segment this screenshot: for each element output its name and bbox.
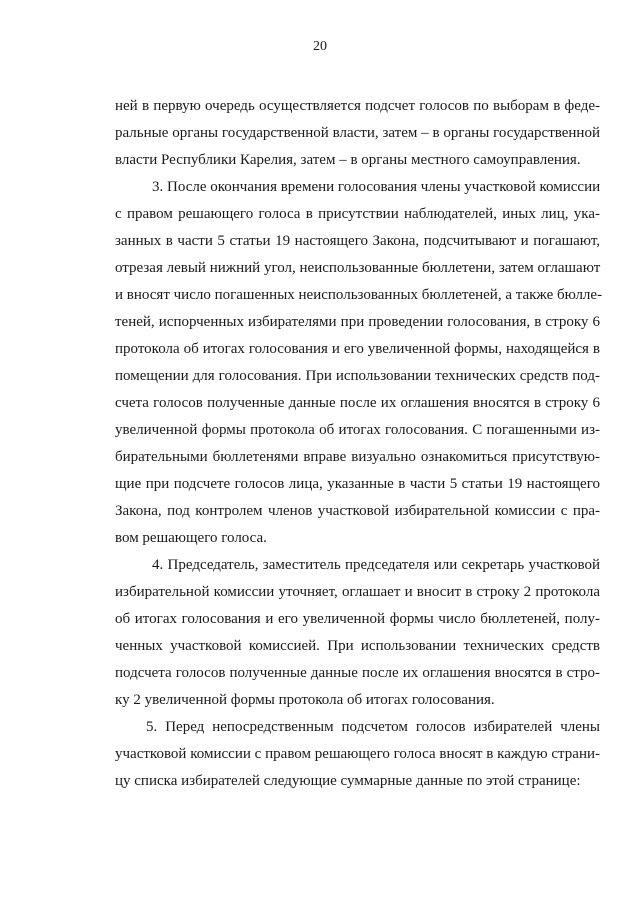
text-line: с правом решающего голоса в присутствии наблюдателей, иных лиц, ука- — [115, 206, 600, 222]
text-line: и вносят число погашенных неиспользованных бюллетеней, а также бюлле- — [115, 287, 603, 303]
paragraph-3-first-line: 3. После окончания времени голосования члены участковой комиссии — [152, 179, 601, 195]
text-line: власти Республики Карелия, затем – в органы местного самоуправления. — [115, 152, 581, 168]
text-line: участковой комиссии с правом решающего голоса вносят в каждую страни- — [115, 746, 600, 762]
text-line: об итогах голосования и его увеличенной формы число бюллетеней, полу- — [115, 611, 600, 627]
text-line: цу списка избирателей следующие суммарные данные по этой странице: — [115, 773, 581, 789]
text-line: ку 2 увеличенной формы протокола об итогах голосования. — [115, 692, 495, 708]
text-line: щие при подсчете голосов лица, указанные в части 5 статьи 19 настоящего — [115, 476, 600, 492]
text-line: теней, испорченных избирателями при проведении голосования, в строку 6 — [115, 314, 600, 330]
text-line: занных в части 5 статьи 19 настоящего Закона, подсчитывают и погашают, — [115, 233, 600, 249]
text-line: подсчета голосов полученные данные после их оглашения вносятся в стро- — [115, 665, 600, 681]
text-line: бирательными бюллетенями вправе визуально ознакомиться присутствую- — [115, 449, 600, 465]
text-line: избирательной комиссии уточняет, оглашает и вносит в строку 2 протокола — [115, 584, 600, 600]
text-line: помещении для голосования. При использовании технических средств под- — [115, 368, 600, 384]
text-line: увеличенной формы протокола об итогах голосования. С погашенными из- — [115, 422, 600, 438]
text-line: Закона, под контролем членов участковой избирательной комиссии с пра- — [115, 503, 600, 519]
page-number: 20 — [313, 39, 327, 54]
text-line: ченных участковой комиссией. При использовании технических средств — [115, 638, 600, 654]
text-line: протокола об итогах голосования и его увеличенной формы, находящейся в — [115, 341, 600, 357]
paragraph-4-first-line: 4. Председатель, заместитель председателя или секретарь участковой — [152, 557, 600, 573]
text-line: ней в первую очередь осуществляется подсчет голосов по выборам в феде- — [115, 98, 600, 114]
text-line: счета голосов полученные данные после их оглашения вносятся в строку 6 — [115, 395, 600, 411]
text-line: ральные органы государственной власти, затем – в органы государственной — [115, 125, 600, 141]
text-line: вом решающего голоса. — [115, 530, 267, 546]
paragraph-5-first-line: 5. Перед непосредственным подсчетом голосов избирателей члены — [146, 719, 600, 735]
text-line: отрезая левый нижний угол, неиспользованные бюллетени, затем оглашают — [115, 260, 601, 276]
